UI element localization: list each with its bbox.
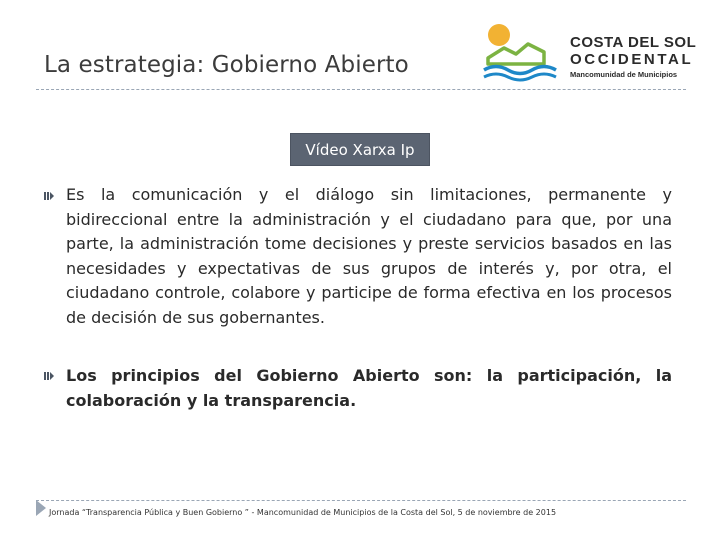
bullet-text-principles: Los principios del Gobierno Abierto son: la participación, la colaboración y la transparencia. bbox=[66, 366, 672, 410]
bullet-text-definition: Es la comunicación y el diálogo sin limitaciones, permanente y bidireccional entre la administración y el ciudadano para que, por una parte, la administración tome decisiones y preste servicios basados en las necesidades y expectativas de sus grupos de interés y, por otra, el ciudadano controle, colabore y participe de forma efectiva en los procesos de decisión de sus gobernantes. bbox=[66, 185, 672, 327]
footer-divider bbox=[36, 500, 686, 501]
logo-text-line2: OCCIDENTAL bbox=[570, 51, 694, 68]
page-title: La estrategia: Gobierno Abierto bbox=[44, 52, 409, 78]
video-xarxa-button[interactable]: Vídeo Xarxa Ip bbox=[290, 133, 430, 166]
footer-text: Jornada “Transparencia Pública y Buen Gobierno ” - Mancomunidad de Municipios de la Costa del Sol, 5 de noviembre de 2015 bbox=[49, 508, 557, 517]
title-divider bbox=[36, 89, 686, 90]
logo-text-line3: Mancomunidad de Municipios bbox=[570, 70, 678, 79]
bullet-icon bbox=[44, 190, 54, 204]
bullet-icon bbox=[44, 370, 54, 384]
footer-arrow-icon bbox=[36, 500, 46, 516]
logo-text-line1: COSTA DEL SOL bbox=[570, 34, 697, 51]
